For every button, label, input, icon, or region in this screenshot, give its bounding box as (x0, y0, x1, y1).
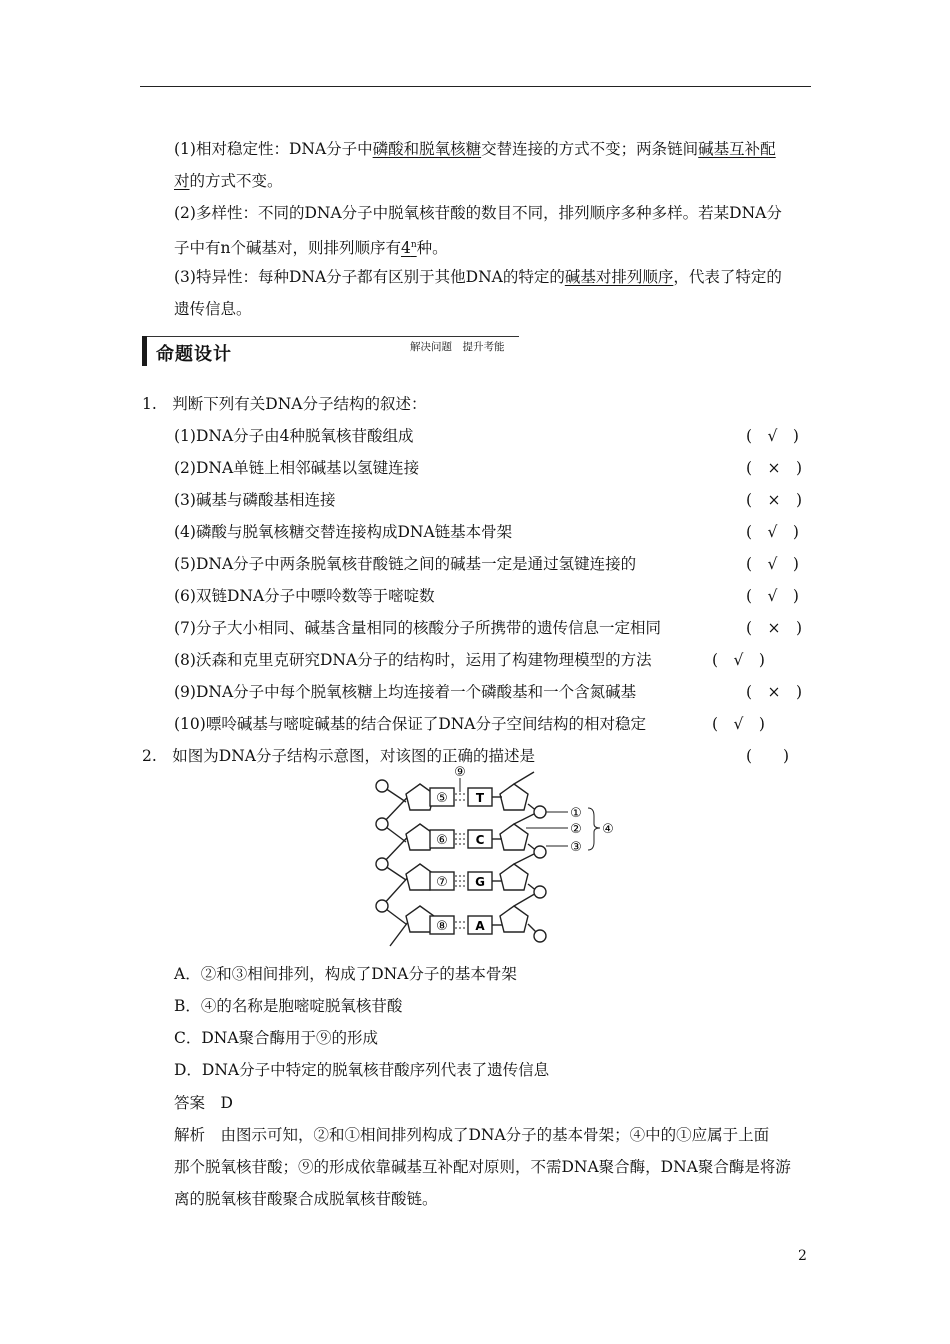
base-t: T (475, 791, 485, 805)
q1-item-7: (7)分子大小相同、碱基含量相同的核酸分子所携带的遗传信息一定相同 (174, 619, 661, 637)
intro-p3-line2: 遗传信息。 (174, 300, 252, 318)
intro-p1-line2 (174, 171, 283, 191)
q2-stem: 2. 如图为DNA分子结构示意图，对该图的正确的描述是 (142, 747, 535, 765)
q1-item-5-mark: ( √ ) (746, 555, 799, 573)
q2-analysis-line-1: 解析 由图示可知，②和①相间排列构成了DNA分子的基本骨架；④中的①应属于上面 (174, 1126, 770, 1144)
intro-p1-underline-2b: 对 (174, 172, 190, 190)
q2-option-b: B．④的名称是胞嘧啶脱氧核苷酸 (174, 997, 403, 1015)
q1-item-4: (4)磷酸与脱氧核糖交替连接构成DNA链基本骨架 (174, 523, 513, 541)
q2-answer: 答案 D (174, 1094, 233, 1112)
q1-item-9-mark: ( × ) (746, 683, 803, 701)
q1-item-8-mark: ( √ ) (712, 651, 765, 669)
intro-p2-line2 (174, 235, 448, 258)
q1-item-3: (3)碱基与磷酸基相连接 (174, 491, 336, 509)
q1-item-9: (9)DNA分子中每个脱氧核糖上均连接着一个磷酸基和一个含氮碱基 (174, 683, 637, 701)
q2-analysis-line-2: 那个脱氧核苷酸；⑨的形成依靠碱基互补配对原则，不需DNA聚合酶，DNA聚合酶是将游 (174, 1158, 791, 1176)
section-subtitle: 解决问题 提升考能 (410, 341, 505, 353)
q1-stem: 1. 判断下列有关DNA分子结构的叙述： (142, 395, 427, 413)
intro-p1-underline-2a: 碱基互补配 (698, 140, 776, 158)
intro-p2-exponent: n (410, 240, 417, 250)
intro-p1-underline-1: 磷酸和脱氧核糖 (372, 140, 482, 158)
q1-item-10: (10)嘌呤碱基与嘧啶碱基的结合保证了DNA分子空间结构的相对稳定 (174, 715, 647, 733)
dna-structure-figure (370, 764, 620, 954)
label-8: ⑧ (436, 919, 448, 934)
intro-p1-text-c: 的方式不变。 (189, 172, 283, 190)
label-7: ⑦ (436, 875, 448, 890)
intro-p2-line1: (2)多样性：不同的DNA分子中脱氧核苷酸的数目不同，排列顺序多种多样。若某DNA分 (174, 204, 782, 222)
base-a: A (475, 919, 485, 933)
q2-option-a: A．②和③相间排列，构成了DNA分子的基本骨架 (174, 965, 517, 983)
base-g: G (475, 875, 485, 889)
q1-item-5: (5)DNA分子中两条脱氧核苷酸链之间的碱基一定是通过氢键连接的 (174, 555, 637, 573)
base-c: C (475, 833, 485, 847)
label-4: ④ (602, 822, 614, 837)
label-9: ⑨ (454, 765, 466, 780)
label-3: ③ (570, 840, 582, 855)
section-top-line (142, 336, 519, 337)
q1-item-1: (1)DNA分子由4种脱氧核苷酸组成 (174, 427, 414, 445)
q1-item-3-mark: ( × ) (746, 491, 803, 509)
intro-p3-text-a: (3)特异性：每种DNA分子都有区别于其他DNA的特定的 (174, 268, 565, 286)
q1-item-2-mark: ( × ) (746, 459, 803, 477)
q1-item-1-mark: ( √ ) (746, 427, 799, 445)
section-title: 命题设计 (156, 344, 232, 365)
q2-option-d: D．DNA分子中特定的脱氧核苷酸序列代表了遗传信息 (174, 1061, 550, 1079)
intro-p2-base: 4 (400, 239, 411, 258)
q1-item-8: (8)沃森和克里克研究DNA分子的结构时，运用了构建物理模型的方法 (174, 651, 652, 669)
intro-p1-text-b: 交替连接的方式不变；两条链间 (481, 140, 699, 158)
q1-item-4-mark: ( √ ) (746, 523, 799, 541)
section-marker (142, 336, 147, 366)
label-5: ⑤ (436, 791, 448, 806)
intro-p2-text-b: 种。 (416, 239, 448, 258)
q1-item-6: (6)双链DNA分子中嘌呤数等于嘧啶数 (174, 587, 435, 605)
q2-option-c: C．DNA聚合酶用于⑨的形成 (174, 1029, 379, 1047)
intro-p2-text-a: 子中有n个碱基对，则排列顺序有 (174, 239, 401, 258)
intro-p2-underline (401, 239, 417, 257)
label-6: ⑥ (436, 833, 448, 848)
page-number: 2 (798, 1248, 807, 1264)
header-rule (140, 86, 811, 87)
intro-p1-line1 (174, 139, 776, 159)
q1-item-2: (2)DNA单链上相邻碱基以氢键连接 (174, 459, 420, 477)
intro-p3-text-b: ，代表了特定的 (673, 268, 782, 286)
intro-p3-underline: 碱基对排列顺序 (564, 268, 674, 286)
label-1: ① (570, 806, 582, 821)
intro-p1-text-a: (1)相对稳定性：DNA分子中 (174, 140, 373, 158)
q1-item-10-mark: ( √ ) (712, 715, 765, 733)
q2-analysis-line-3: 离的脱氧核苷酸聚合成脱氧核苷酸链。 (174, 1190, 438, 1208)
q1-item-6-mark: ( √ ) (746, 587, 799, 605)
intro-p3-line1 (174, 267, 782, 287)
label-2: ② (570, 822, 582, 837)
section-header (142, 336, 519, 366)
q2-bracket: ( ) (746, 747, 790, 765)
q1-item-7-mark: ( × ) (746, 619, 803, 637)
